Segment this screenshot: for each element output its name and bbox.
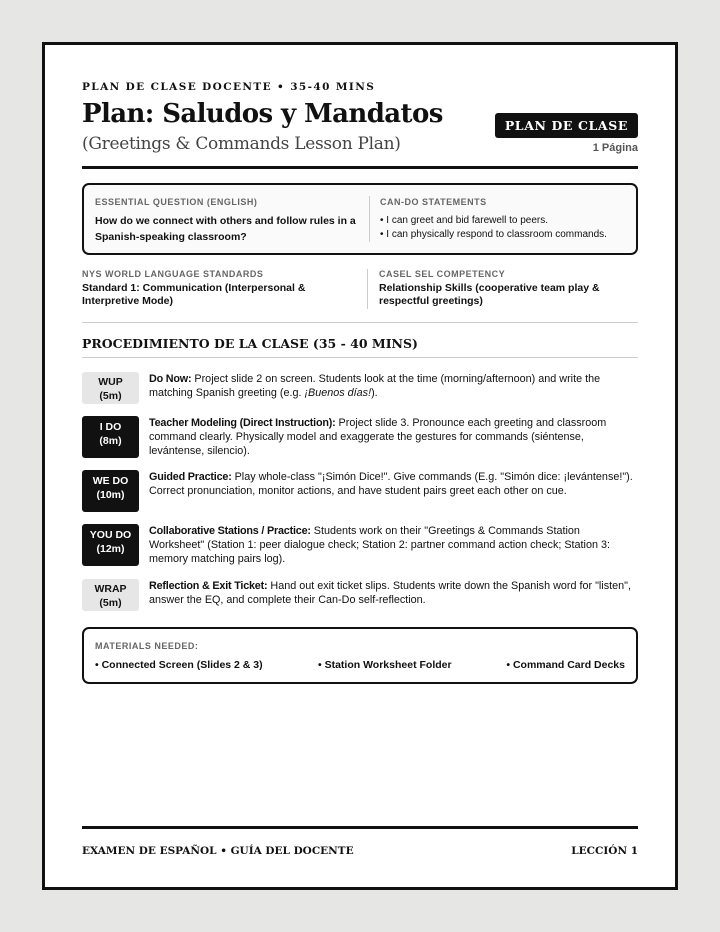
lesson-plan-page <box>42 42 678 890</box>
casel-label: CASEL SEL COMPETENCY <box>379 269 506 279</box>
header-kicker: PLAN DE CLASE DOCENTE • 35-40 MINS <box>82 81 376 93</box>
step-tag-label: WUP <box>98 376 123 388</box>
essential-question-section <box>95 197 361 245</box>
step-heading: Do Now: <box>149 373 192 385</box>
step-tag-duration: (8m) <box>99 435 122 447</box>
can-do-section <box>380 197 630 241</box>
step-text: Play whole-class "¡Simón Dice!". Give commands (E.g. "Simón dice: ¡levántense!"). Correct pronunciation, monitor actions, and have student pairs greet each other on cue. <box>149 471 633 497</box>
step-text: Project slide 3. Pronounce each greeting and classroom command clearly. Physically model and exaggerate the gestures for commands (siéntense, levántense, silencio). <box>149 417 607 457</box>
step-heading: Collaborative Stations / Practice: <box>149 525 311 537</box>
material-item: • Command Card Decks <box>506 659 625 671</box>
casel-competency <box>379 269 639 308</box>
materials-box <box>82 627 638 684</box>
step-description <box>149 524 638 566</box>
essential-question-label: ESSENTIAL QUESTION (ENGLISH) <box>95 197 258 207</box>
nys-standards-text: Standard 1: Communication (Interpersonal & Interpretive Mode) <box>82 282 306 307</box>
material-item: • Connected Screen (Slides 2 & 3) <box>95 659 263 671</box>
step-text: Hand out exit ticket slips. Students write down the Spanish word for "listen", answer the EQ, and complete their Can-Do self-reflection. <box>149 580 631 606</box>
step-time-tag <box>82 470 139 512</box>
standards-divider <box>367 269 368 309</box>
page-title: Plan: Saludos y Mandatos <box>82 99 443 129</box>
step-tag-label: WE DO <box>92 475 129 487</box>
step-time-tag <box>82 372 139 404</box>
nys-standards-label: NYS WORLD LANGUAGE STANDARDS <box>82 269 264 279</box>
can-do-label: CAN-DO STATEMENTS <box>380 197 487 207</box>
footer-left: EXAMEN DE ESPAÑOL • GUÍA DEL DOCENTE <box>82 845 354 857</box>
step-example: ¡Buenos días! <box>304 387 372 399</box>
step-text-tail: ). <box>371 387 378 399</box>
procedure-title: PROCEDIMIENTO DE LA CLASE (35 - 40 MINS) <box>82 336 418 351</box>
step-tag-duration: (10m) <box>96 489 125 501</box>
step-description <box>149 470 638 498</box>
material-item: • Station Worksheet Folder <box>318 659 452 671</box>
step-description <box>149 416 638 458</box>
step-time-tag <box>82 416 139 458</box>
step-heading: Guided Practice: <box>149 471 232 483</box>
can-do-item: • I can greet and bid farewell to peers. <box>380 215 549 226</box>
page-content <box>82 45 638 887</box>
plan-badge: PLAN DE CLASE <box>495 113 638 138</box>
casel-text: Relationship Skills (cooperative team play & respectful greetings) <box>379 282 600 307</box>
step-tag-duration: (5m) <box>99 390 122 402</box>
standards-row <box>82 269 638 321</box>
step-time-tag <box>82 524 139 566</box>
footer-divider <box>82 826 638 829</box>
step-text: Project slide 2 on screen. Students look at the time (morning/afternoon) and write the matching Spanish greeting (e.g. <box>149 373 601 399</box>
footer-right: LECCIÓN 1 <box>571 845 638 857</box>
step-text: Students work on their "Greetings & Commands Station Worksheet" (Station 1: peer dialogue check; Station 2: partner command action check; Station 3: memory matching pairs log). <box>149 525 610 565</box>
step-heading: Teacher Modeling (Direct Instruction): <box>149 417 336 429</box>
header-divider <box>82 166 638 169</box>
step-tag-label: YOU DO <box>89 529 132 541</box>
step-tag-label: WRAP <box>94 583 127 595</box>
nys-standards <box>82 269 352 308</box>
procedure-divider-line <box>82 357 638 358</box>
page-subtitle: (Greetings & Commands Lesson Plan) <box>82 134 401 154</box>
materials-label: MATERIALS NEEDED: <box>95 641 199 651</box>
essential-question-text: How do we connect with others and follow rules in a Spanish-speaking classroom? <box>95 215 356 243</box>
step-tag-duration: (5m) <box>99 597 122 609</box>
step-description <box>149 579 638 607</box>
step-description <box>149 372 638 400</box>
page-count: 1 Página <box>592 142 638 154</box>
essential-question-box <box>82 183 638 255</box>
step-time-tag <box>82 579 139 611</box>
step-tag-label: I DO <box>99 421 122 433</box>
can-do-item: • I can physically respond to classroom commands. <box>380 228 607 240</box>
standards-divider-line <box>82 322 638 323</box>
step-tag-duration: (12m) <box>96 543 125 555</box>
eq-divider <box>369 196 370 242</box>
step-heading: Reflection & Exit Ticket: <box>149 580 268 592</box>
